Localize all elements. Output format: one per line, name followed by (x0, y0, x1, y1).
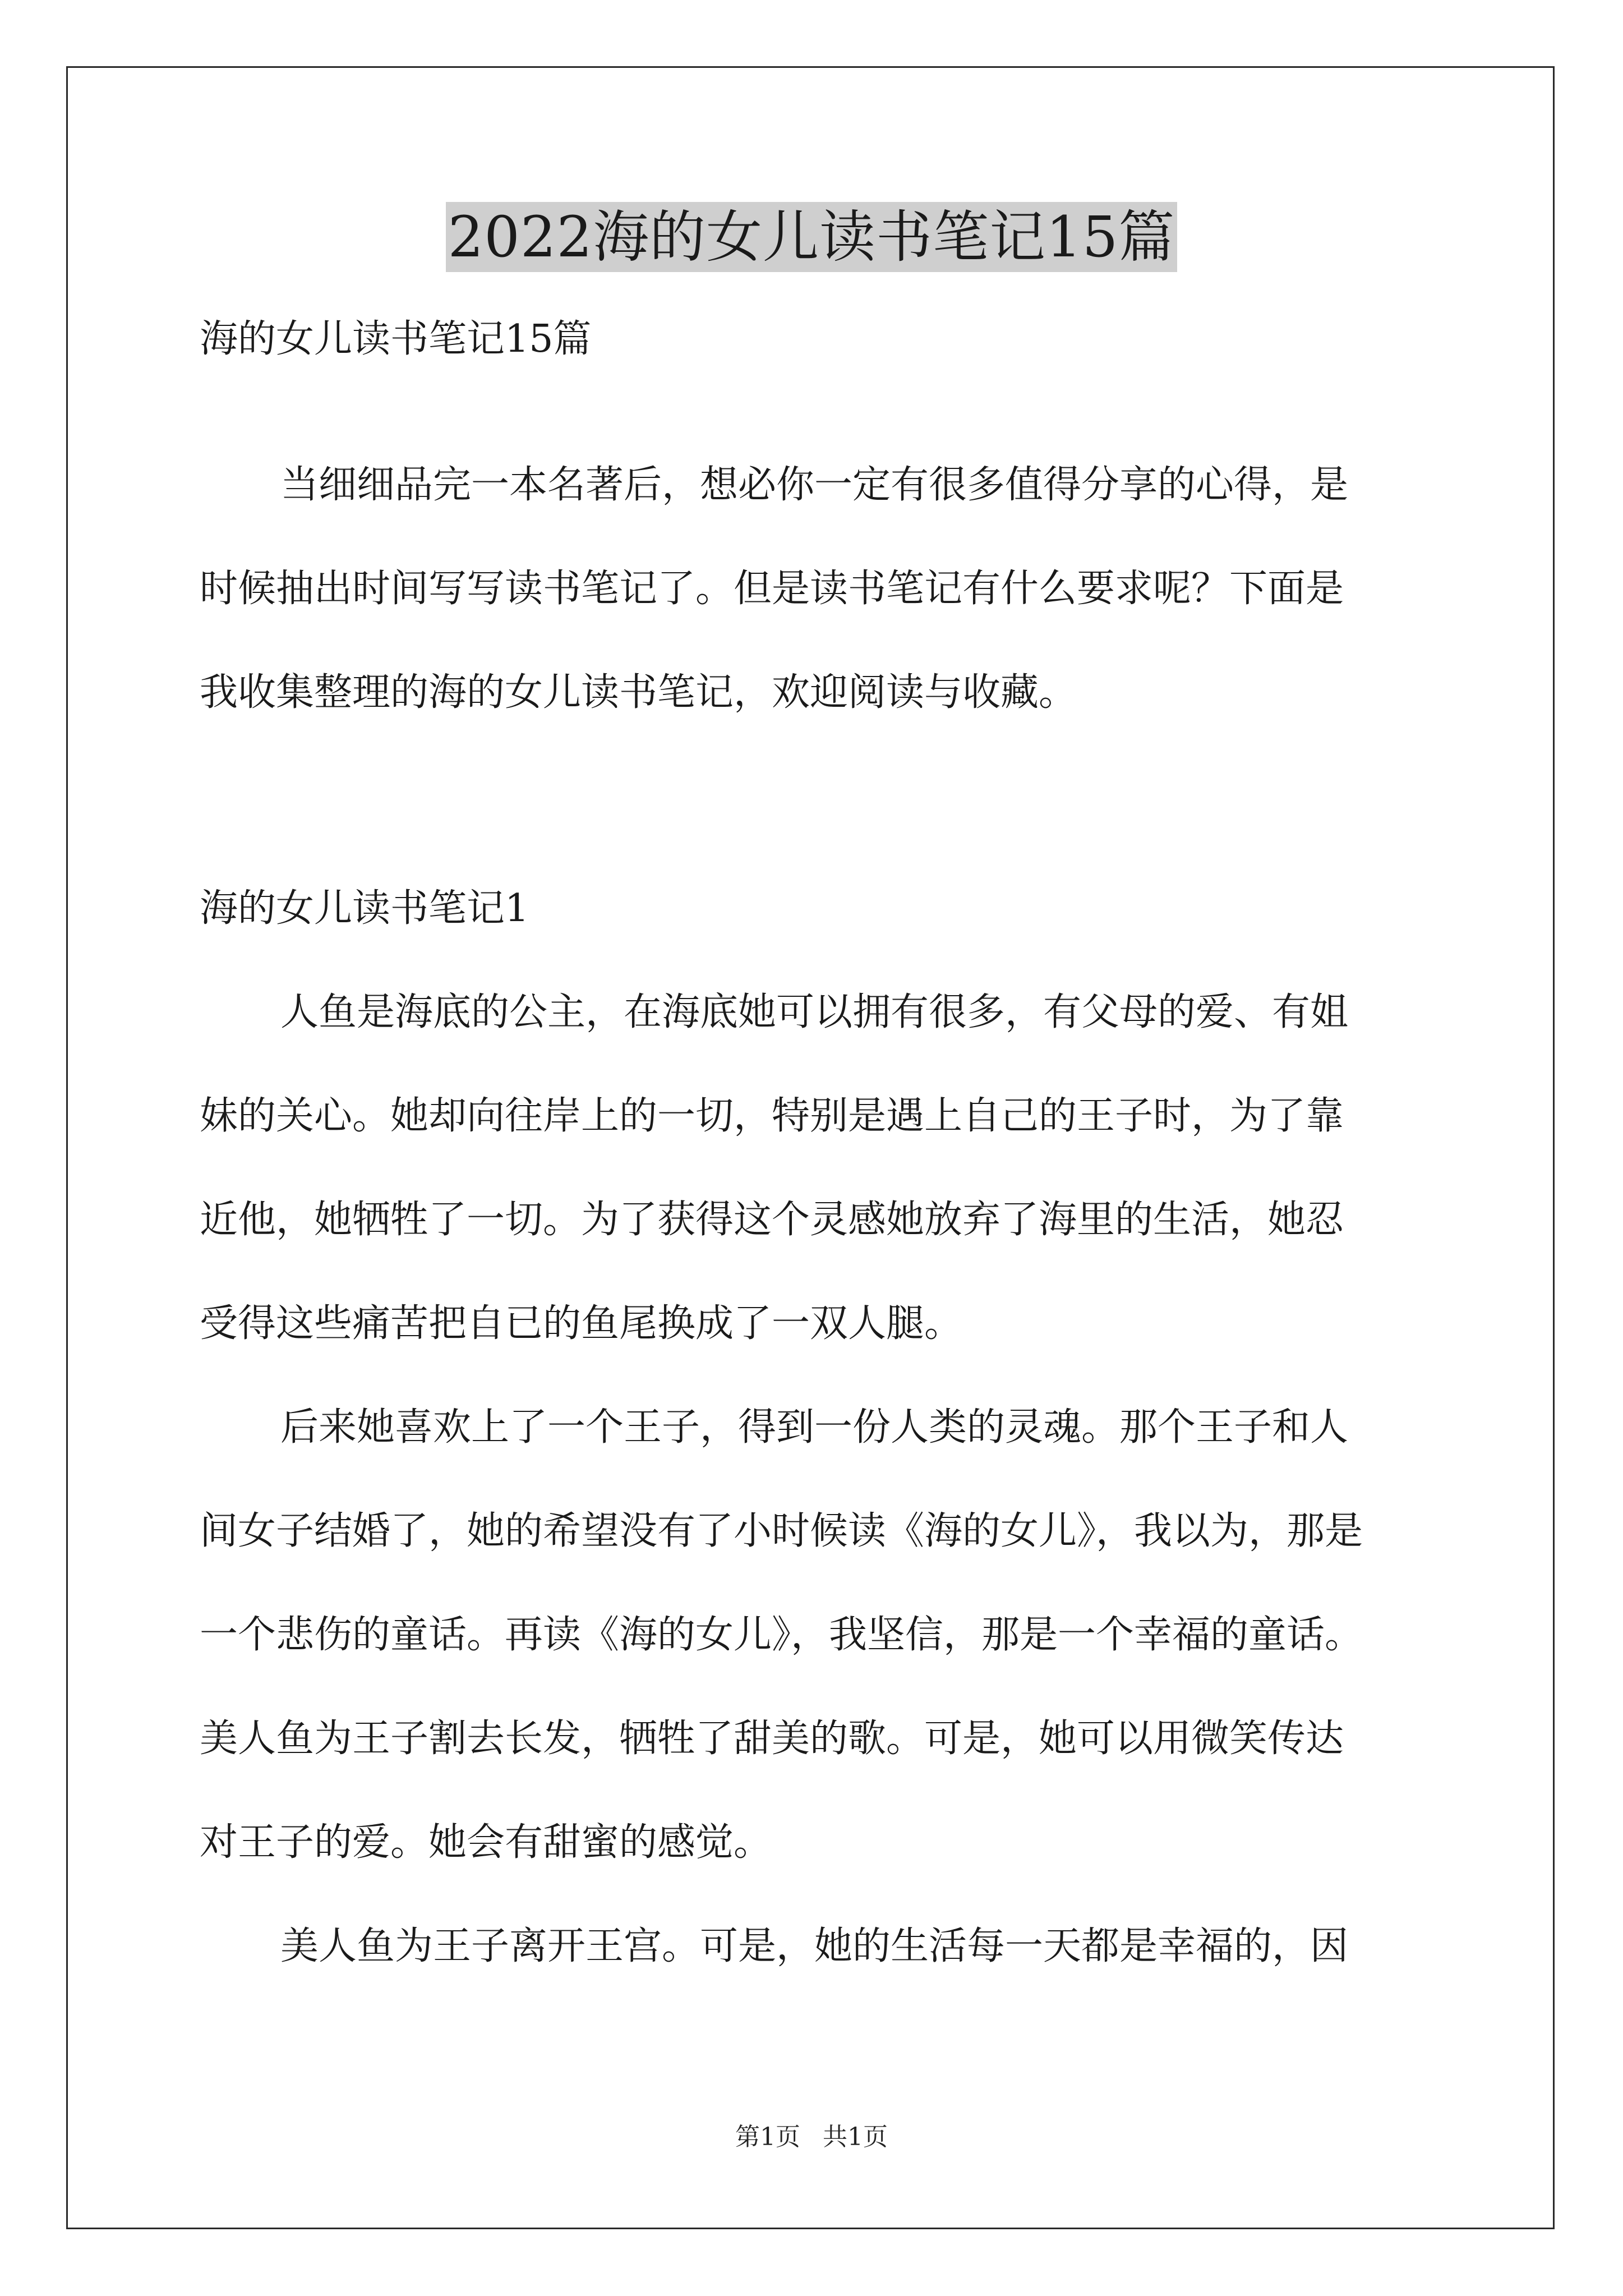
paragraph-line: 间女子结婚了，她的希望没有了小时候读《海的女儿》，我以为，那是 (200, 1509, 1363, 1553)
paragraph-line: 对王子的爱。她会有甜蜜的感觉。 (200, 1820, 772, 1865)
paragraph-line: 美人鱼为王子离开王宫。可是，她的生活每一天都是幸福的，因 (280, 1924, 1349, 1968)
page-footer (0, 2120, 1623, 2154)
document-title-text: 2022海的女儿读书笔记15篇 (446, 202, 1178, 272)
paragraph-line: 后来她喜欢上了一个王子，得到一份人类的灵魂。那个王子和人 (280, 1405, 1349, 1450)
paragraph-line: 一个悲伤的童话。再读《海的女儿》，我坚信，那是一个幸福的童话。 (200, 1613, 1363, 1657)
paragraph-line: 我收集整理的海的女儿读书笔记，欢迎阅读与收藏。 (200, 670, 1077, 715)
document-title (0, 195, 1623, 279)
paragraph-line: 时候抽出时间写写读书笔记了。但是读书笔记有什么要求呢？下面是 (200, 567, 1344, 611)
subtitle-line: 海的女儿读书笔记15篇 (200, 317, 592, 361)
page-number: 第1页 (735, 2123, 800, 2151)
page-total: 共1页 (823, 2123, 888, 2151)
paragraph-line: 当细细品完一本名著后，想必你一定有很多值得分享的心得，是 (280, 463, 1349, 507)
paragraph-line: 妹的关心。她却向往岸上的一切，特别是遇上自己的王子时，为了靠 (200, 1094, 1344, 1138)
paragraph-line: 美人鱼为王子割去长发，牺牲了甜美的歌。可是，她可以用微笑传达 (200, 1717, 1344, 1761)
section-heading: 海的女儿读书笔记1 (200, 886, 529, 931)
paragraph-line: 受得这些痛苦把自已的鱼尾换成了一双人腿。 (200, 1301, 963, 1346)
paragraph-line: 人鱼是海底的公主，在海底她可以拥有很多，有父母的爱、有姐 (280, 990, 1349, 1034)
paragraph-line: 近他，她牺牲了一切。为了获得这个灵感她放弃了海里的生活，她忍 (200, 1198, 1344, 1242)
page-border (66, 66, 1555, 2229)
